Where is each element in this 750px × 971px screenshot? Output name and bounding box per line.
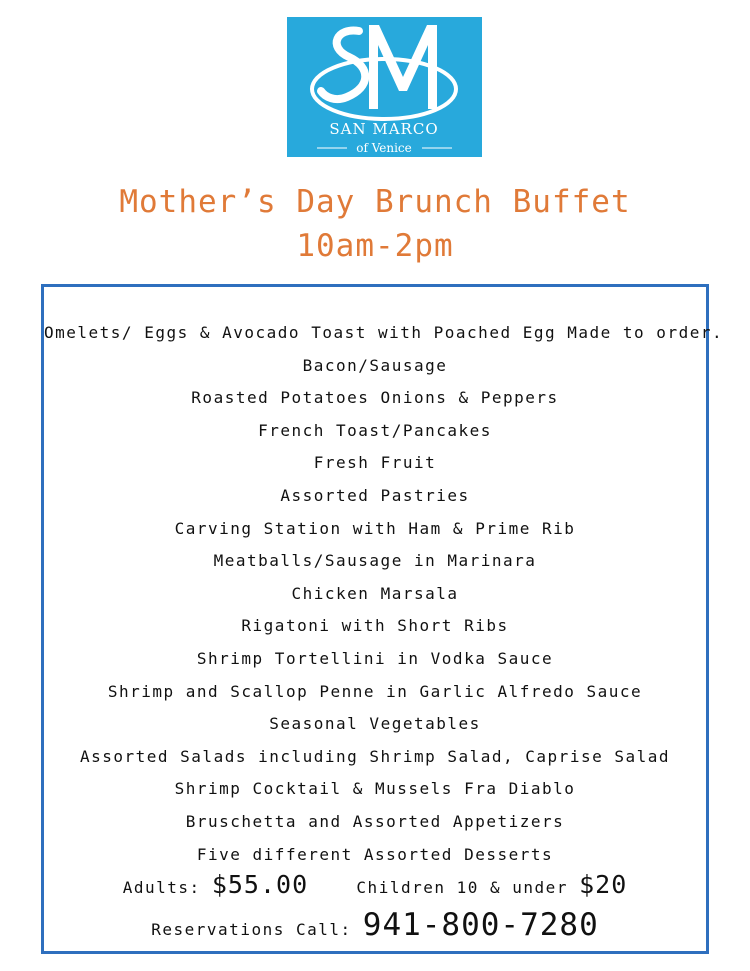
children-price: $20 [579, 870, 628, 899]
menu-item: Assorted Salads including Shrimp Salad, Caprise Salad [79, 746, 671, 766]
adults-label: Adults: [122, 878, 201, 897]
menu-item: Assorted Pastries [280, 485, 470, 505]
children-label: Children 10 & under [356, 878, 568, 897]
menu-list [44, 317, 724, 871]
logo-subtitle: of Venice [356, 141, 412, 155]
menu-item: Rigatoni with Short Ribs [241, 616, 509, 636]
reservations-row [44, 907, 706, 943]
menu-item: Chicken Marsala [291, 583, 459, 603]
menu-item: Omelets/ Eggs & Avocado Toast with Poached Egg Made to order. [44, 323, 724, 342]
monogram-m [369, 25, 437, 109]
menu-box [41, 284, 724, 954]
pricing-row [44, 870, 706, 899]
reservations-label: Reservations Call: [151, 920, 352, 939]
menu-item: French Toast/Pancakes [258, 420, 492, 440]
san-marco-logo-graphic [287, 17, 482, 157]
event-hours: 10am-2pm [296, 228, 454, 264]
event-title: Mother’s Day Brunch Buffet [119, 184, 631, 220]
menu-item: Five different Assorted Desserts [196, 844, 554, 864]
menu-item: Roasted Potatoes Onions & Peppers [191, 388, 559, 408]
menu-item: Fresh Fruit [313, 453, 437, 473]
menu-item: Shrimp and Scallop Penne in Garlic Alfredo Sauce [107, 681, 643, 701]
san-marco-logo [287, 17, 482, 157]
menu-item: Bruschetta and Assorted Appetizers [185, 811, 565, 831]
menu-item: Shrimp Tortellini in Vodka Sauce [196, 648, 554, 668]
menu-item: Meatballs/Sausage in Marinara [213, 551, 537, 571]
adults-price: $55.00 [211, 870, 309, 899]
menu-item: Bacon/Sausage [302, 355, 448, 375]
menu-item: Shrimp Cocktail & Mussels Fra Diablo [174, 779, 576, 799]
logo-name: SAN MARCO [329, 120, 439, 138]
phone-number[interactable]: 941-800-7280 [362, 907, 599, 943]
menu-item: Seasonal Vegetables [269, 714, 481, 734]
menu-item: Carving Station with Ham & Prime Rib [174, 518, 576, 538]
